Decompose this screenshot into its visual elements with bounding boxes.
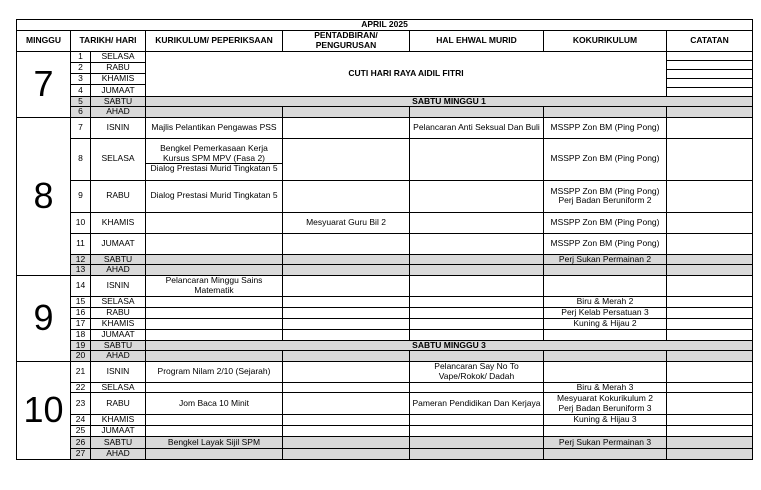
week-number: 8 xyxy=(17,117,71,275)
day-cell: JUMAAT xyxy=(91,329,146,340)
date-cell: 9 xyxy=(71,180,91,212)
date-cell: 17 xyxy=(71,318,91,329)
title-row xyxy=(17,20,753,31)
week-number: 9 xyxy=(17,275,71,361)
date-cell: 20 xyxy=(71,351,91,362)
day-cell: SABTU xyxy=(91,437,146,449)
day-cell: ISNIN xyxy=(91,275,146,296)
day-row-sunday xyxy=(17,107,753,118)
april-calendar-table xyxy=(16,19,753,460)
day-cell: AHAD xyxy=(91,107,146,118)
day-cell: KHAMIS xyxy=(91,212,146,233)
day-row xyxy=(17,51,753,62)
day-row xyxy=(17,180,753,212)
date-cell: 18 xyxy=(71,329,91,340)
kokurikulum-cell: Kuning & Hijau 3 xyxy=(544,415,667,426)
kurikulum-cell: Majlis Pelantikan Pengawas PSS xyxy=(146,117,283,138)
header-catatan: CATATAN xyxy=(667,30,753,51)
day-row xyxy=(17,275,753,296)
day-cell: JUMAAT xyxy=(91,426,146,437)
day-cell: AHAD xyxy=(91,265,146,276)
date-cell: 16 xyxy=(71,307,91,318)
day-cell: SELASA xyxy=(91,138,146,180)
day-cell: KHAMIS xyxy=(91,74,146,85)
date-cell: 13 xyxy=(71,265,91,276)
date-cell: 6 xyxy=(71,107,91,118)
kokurikulum-cell: MSSPP Zon BM (Ping Pong) xyxy=(544,138,667,180)
day-cell: RABU xyxy=(91,393,146,415)
kurikulum-cell: Jom Baca 10 Minit xyxy=(146,393,283,415)
day-cell: SELASA xyxy=(91,51,146,62)
kurikulum-cell: Program Nilam 2/10 (Sejarah) xyxy=(146,361,283,382)
header-row xyxy=(17,30,753,51)
hem-cell: Pameran Pendidikan Dan Kerjaya xyxy=(410,393,544,415)
header-minggu: MINGGU xyxy=(17,30,71,51)
hem-cell: Pelancaran Say No To Vape/Rokok/ Dadah xyxy=(410,361,544,382)
day-cell: SELASA xyxy=(91,296,146,307)
kokurikulum-cell: MSSPP Zon BM (Ping Pong) xyxy=(544,233,667,254)
day-cell: JUMAAT xyxy=(91,233,146,254)
kokurikulum-cell: MSSPP Zon BM (Ping Pong) xyxy=(544,117,667,138)
header-pentadbiran: PENTADBIRAN/ PENGURUSAN xyxy=(283,30,410,51)
day-row-saturday xyxy=(17,254,753,265)
date-cell: 5 xyxy=(71,96,91,107)
kokurikulum-cell: MSSPP Zon BM (Ping Pong) Perj Badan Beruniform 2 xyxy=(544,180,667,212)
date-cell: 3 xyxy=(71,74,91,85)
kokurikulum-cell: MSSPP Zon BM (Ping Pong) xyxy=(544,212,667,233)
date-cell: 19 xyxy=(71,340,91,351)
day-cell: RABU xyxy=(91,307,146,318)
kokurikulum-cell: Perj Sukan Permainan 3 xyxy=(544,437,667,449)
date-cell: 21 xyxy=(71,361,91,382)
day-cell: ISNIN xyxy=(91,361,146,382)
day-row xyxy=(17,382,753,393)
date-cell: 25 xyxy=(71,426,91,437)
kokurikulum-cell: Biru & Merah 3 xyxy=(544,382,667,393)
header-kokurikulum: KOKURIKULUM xyxy=(544,30,667,51)
day-cell: AHAD xyxy=(91,351,146,362)
pentadbiran-cell: Mesyuarat Guru Bil 2 xyxy=(283,212,410,233)
kurikulum-cell: Bengkel Pemerkasaan Kerja Kursus SPM MPV (Fasa 2) Dialog Prestasi Murid Tingkatan 5 xyxy=(146,138,283,180)
day-cell: SABTU xyxy=(91,254,146,265)
hem-cell: Pelancaran Anti Seksual Dan Buli xyxy=(410,117,544,138)
day-cell: ISNIN xyxy=(91,117,146,138)
holiday-cell: CUTI HARI RAYA AIDIL FITRI xyxy=(146,51,667,96)
day-cell: AHAD xyxy=(91,449,146,460)
day-row xyxy=(17,361,753,382)
day-cell: JUMAAT xyxy=(91,85,146,96)
day-row-saturday xyxy=(17,437,753,449)
day-cell: SELASA xyxy=(91,382,146,393)
date-cell: 2 xyxy=(71,62,91,73)
date-cell: 27 xyxy=(71,449,91,460)
saturday-banner: SABTU MINGGU 3 xyxy=(146,340,753,351)
week-number: 7 xyxy=(17,51,71,117)
day-cell: SABTU xyxy=(91,96,146,107)
saturday-banner: SABTU MINGGU 1 xyxy=(146,96,753,107)
kokurikulum-cell: Mesyuarat Kokurikulum 2 Perj Badan Beruniform 3 xyxy=(544,393,667,415)
day-row-sunday xyxy=(17,351,753,362)
date-cell: 1 xyxy=(71,51,91,62)
day-row xyxy=(17,426,753,437)
header-hem: HAL EHWAL MURID xyxy=(410,30,544,51)
day-row-saturday xyxy=(17,340,753,351)
header-kurikulum: KURIKULUM/ PEPERIKSAAN xyxy=(146,30,283,51)
day-cell: KHAMIS xyxy=(91,415,146,426)
kokurikulum-cell: Kuning & Hijau 2 xyxy=(544,318,667,329)
date-cell: 12 xyxy=(71,254,91,265)
header-tarikh: TARIKH/ HARI xyxy=(71,30,146,51)
day-row xyxy=(17,415,753,426)
date-cell: 26 xyxy=(71,437,91,449)
day-row-saturday xyxy=(17,96,753,107)
date-cell: 23 xyxy=(71,393,91,415)
week-number: 10 xyxy=(17,361,71,459)
day-row xyxy=(17,212,753,233)
kurikulum-cell: Dialog Prestasi Murid Tingkatan 5 xyxy=(146,180,283,212)
date-cell: 15 xyxy=(71,296,91,307)
date-cell: 24 xyxy=(71,415,91,426)
date-cell: 8 xyxy=(71,138,91,180)
date-cell: 11 xyxy=(71,233,91,254)
day-row xyxy=(17,329,753,340)
day-cell: RABU xyxy=(91,180,146,212)
month-title: APRIL 2025 xyxy=(17,20,753,31)
day-row xyxy=(17,117,753,138)
date-cell: 14 xyxy=(71,275,91,296)
catatan-cell xyxy=(667,51,753,96)
day-row xyxy=(17,296,753,307)
date-cell: 10 xyxy=(71,212,91,233)
day-row xyxy=(17,318,753,329)
kurikulum-cell: Pelancaran Minggu Sains Matematik xyxy=(146,275,283,296)
day-row xyxy=(17,138,753,180)
kokurikulum-cell: Perj Sukan Permainan 2 xyxy=(544,254,667,265)
kurikulum-cell: Bengkel Layak Sijil SPM xyxy=(146,437,283,449)
day-row xyxy=(17,307,753,318)
day-cell: RABU xyxy=(91,62,146,73)
day-row-sunday xyxy=(17,449,753,460)
kokurikulum-cell: Biru & Merah 2 xyxy=(544,296,667,307)
day-row xyxy=(17,233,753,254)
day-cell: SABTU xyxy=(91,340,146,351)
date-cell: 7 xyxy=(71,117,91,138)
date-cell: 22 xyxy=(71,382,91,393)
day-row-sunday xyxy=(17,265,753,276)
day-row xyxy=(17,393,753,415)
kokurikulum-cell: Perj Kelab Persatuan 3 xyxy=(544,307,667,318)
date-cell: 4 xyxy=(71,85,91,96)
day-cell: KHAMIS xyxy=(91,318,146,329)
